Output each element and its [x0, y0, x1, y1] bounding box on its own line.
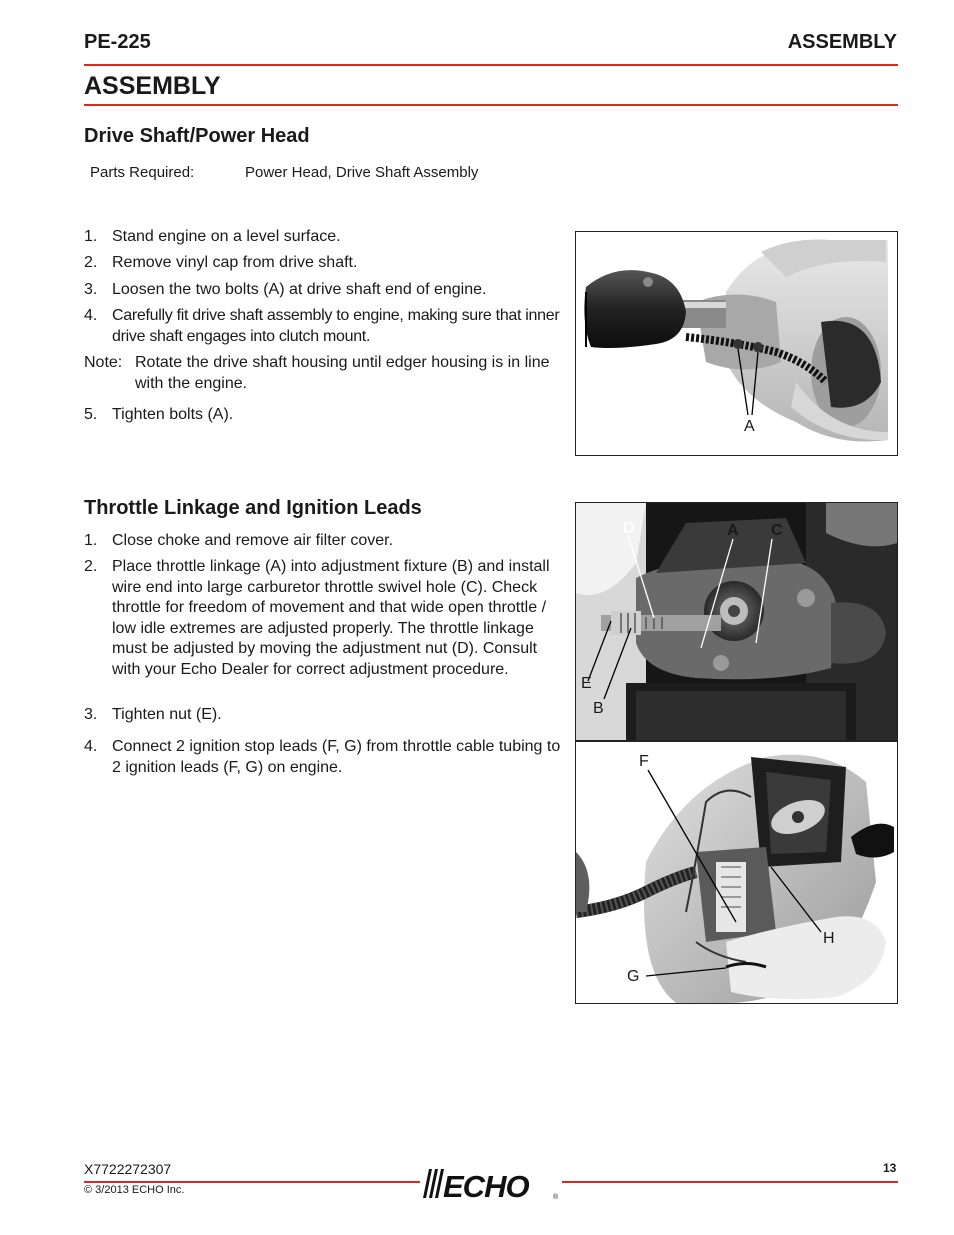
note-text: Rotate the drive shaft housing until edger housing is in line with the engine. — [135, 354, 550, 392]
step-text: Remove vinyl cap from drive shaft. — [112, 254, 358, 271]
footer-part-number: X7722272307 — [84, 1161, 172, 1177]
header-rule — [84, 64, 898, 66]
throttle-step-3 — [84, 705, 562, 726]
drive-step-5 — [84, 405, 562, 426]
fig-label-a: A — [727, 522, 739, 539]
step-text: Tighten bolts (A). — [112, 406, 234, 423]
step-number: 1. — [84, 532, 98, 549]
carburetor-photo — [575, 502, 898, 741]
step-text: Stand engine on a level surface. — [112, 228, 341, 245]
drive-step-4 — [84, 306, 562, 347]
step-text: Loosen the two bolts (A) at drive shaft end of engine. — [112, 281, 487, 298]
drive-shaft-photo — [575, 231, 898, 456]
echo-logo-stripes — [421, 1166, 561, 1200]
footer-page-number: 13 — [883, 1161, 897, 1175]
step-text: Close choke and remove air filter cover. — [112, 532, 394, 549]
parts-required-value: Power Head, Drive Shaft Assembly — [245, 164, 479, 181]
page-title: ASSEMBLY — [84, 72, 221, 100]
parts-required-label: Parts Required: — [90, 164, 195, 181]
fig-label-b: B — [593, 700, 604, 717]
svg-text:®: ® — [553, 1194, 559, 1200]
step-number: 1. — [84, 228, 98, 245]
step-text: Connect 2 ignition stop leads (F, G) from throttle cable tubing to 2 ignition leads (F, G) on engine. — [112, 738, 561, 776]
drive-step-2 — [84, 253, 562, 274]
step-number: 2. — [84, 254, 98, 271]
throttle-title: Throttle Linkage and Ignition Leads — [84, 497, 422, 519]
header-section: ASSEMBLY — [787, 31, 897, 53]
footer-rule-left — [84, 1181, 420, 1183]
fig-label-e: E — [581, 675, 592, 692]
throttle-step-4 — [84, 737, 562, 778]
footer-copyright: © 3/2013 ECHO Inc. — [84, 1184, 185, 1196]
step-number: 2. — [84, 558, 98, 575]
ignition-leads-photo — [575, 741, 898, 1004]
drive-shaft-title: Drive Shaft/Power Head — [84, 125, 310, 147]
step-number: 4. — [84, 307, 98, 324]
step-number: 4. — [84, 738, 98, 755]
step-text: Place throttle linkage (A) into adjustment fixture (B) and install wire end into large carburetor throttle swivel hole (C). Check throttle for freedom of movement and that wide open throttle / low idle extremes are adjusted properly. The throttle linkage must be adjusted by moving the adjustment nut (D). Consult with your Echo Dealer for correct adjustment procedure. — [112, 558, 550, 678]
step-number: 5. — [84, 406, 98, 423]
echo-logo-icon — [421, 1166, 561, 1200]
title-rule — [84, 104, 898, 106]
fig-label-d: D — [623, 520, 635, 537]
step-text: Carefully fit drive shaft assembly to engine, making sure that inner drive shaft engages into clutch mount. — [112, 307, 560, 345]
drive-step-3 — [84, 280, 562, 301]
fig-label-a: A — [744, 418, 755, 435]
ignition-leads-illustration — [576, 742, 897, 1003]
step-text: Tighten nut (E). — [112, 706, 222, 723]
fig-label-f: F — [639, 753, 649, 770]
drive-step-1 — [84, 227, 562, 248]
step-number: 3. — [84, 706, 98, 723]
throttle-step-1 — [84, 531, 562, 552]
step-number: 3. — [84, 281, 98, 298]
fig-label-g: G — [627, 968, 640, 985]
header-model: PE-225 — [84, 31, 151, 53]
drive-shaft-illustration — [576, 232, 897, 455]
fig-label-c: C — [771, 522, 783, 539]
throttle-step-2 — [84, 557, 562, 680]
fig-label-h: H — [823, 930, 835, 947]
footer-rule-right — [562, 1181, 898, 1183]
drive-note — [84, 353, 562, 394]
note-label: Note: — [84, 354, 123, 371]
echo-logo-text: ECHO — [443, 1169, 529, 1200]
